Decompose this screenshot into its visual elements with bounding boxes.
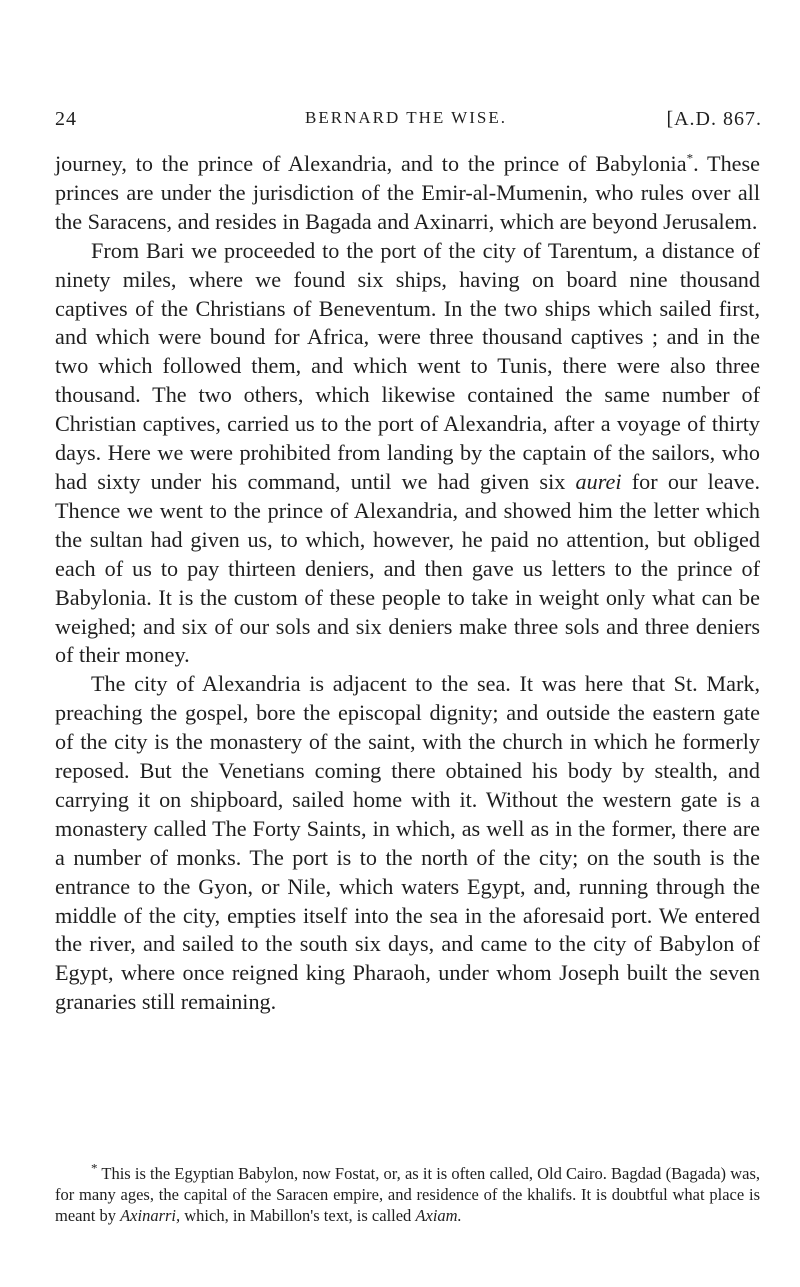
paragraph-1-text: journey, to the prince of Alexandria, and to the prince of Babylonia xyxy=(55,151,687,176)
paragraph-2-before: From Bari we proceeded to the port of the city of Tarentum, a distance of ninety miles, where we found six ships, having on board nine thousand captives of the Christians of Beneventum. In the two ships which sailed first, and which were bound for Africa, were three thousand captives ; and in the two which followed them, and which went to Tunis, there were also three thousand. The two others, which likewise contained the same number of Christian captives, carried us to the port of Alexandria, after a voyage of thirty days. Here we were prohibited from landing by the captain of the sailors, who had sixty under his command, until we had given six xyxy=(55,237,760,494)
paragraph-3: The city of Alexandria is adjacent to the sea. It was here that St. Mark, preaching the gospel, bore the episcopal dignity; and outside the eastern gate of the city is the monastery of the saint, with the church in which he formerly reposed. But the Venetians coming there obtained his body by stealth, and carrying it on shipboard, sailed home with it. Without the western gate is a monastery called The Forty Saints, in which, as well as in the former, there are a number of monks. The port is to the north of the city; on the south is the entrance to the Gyon, or Nile, which waters Egypt, and, running through the middle of the city, empties itself into the sea in the aforesaid port. We entered the river, and sailed to the south six days, and came to the city of Babylon of Egypt, where once reigned king Pharaoh, under whom Joseph built the seven granaries still remaining. xyxy=(55,671,760,1015)
paragraph-1 xyxy=(55,150,760,237)
header-date: [A.D. 867. xyxy=(666,108,762,130)
paragraph-1-rest: . These princes are under the jurisdiction of the Emir-al-Mumenin, who rules over all the Saracens, and resides in Bagada and Axinarri, which are beyond Jerusalem. xyxy=(55,151,761,234)
footnote-mark: * xyxy=(91,1160,98,1176)
body-text xyxy=(55,150,760,1017)
page-header xyxy=(50,108,762,142)
page-number: 24 xyxy=(55,108,77,130)
paragraph-2-italic: aurei xyxy=(575,468,622,494)
footnote xyxy=(55,1160,760,1226)
footnote-reference: * xyxy=(686,150,694,166)
paragraph-2 xyxy=(55,237,760,671)
paragraph-2-after: for our leave. Thence we went to the prince of Alexandria, and showed him the letter which the sultan had given us, to which, however, he paid no attention, but obliged each of us to pay thirteen deniers, and then gave us letters to the prince of Babylonia. It is the custom of these people to take in weight only what can be weighed; and six of our sols and six deniers make three sols and three deniers of their money. xyxy=(55,468,761,668)
footnote-italic-1: Axinarri, xyxy=(120,1206,181,1225)
footnote-italic-2: Axiam. xyxy=(415,1206,462,1225)
footnote-text-before: This is the Egyptian Babylon, now Fostat, or, as it is often called, Old Cairo. Bagdad (Bagada) was, for many ages, the capital of the Saracen empire, and residence of the khalifs. It is doubtful what place is meant by xyxy=(55,1164,760,1225)
running-title: BERNARD THE WISE. xyxy=(305,108,507,127)
footnote-text-middle: which, in Mabillon's text, is called xyxy=(184,1206,412,1225)
book-page xyxy=(50,0,762,1287)
